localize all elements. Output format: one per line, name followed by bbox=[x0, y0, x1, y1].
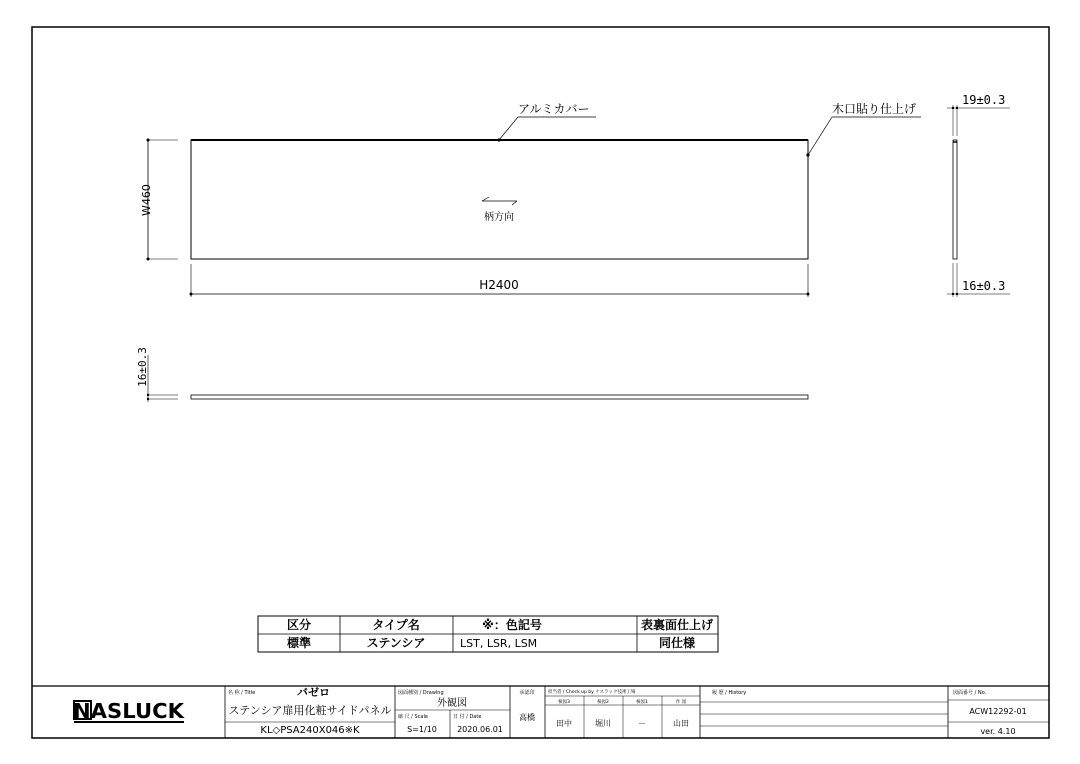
grain-direction-arrow bbox=[482, 197, 517, 205]
drawing-type: 外観図 bbox=[437, 698, 467, 709]
drawing-number: ACW12292-01 bbox=[969, 707, 1027, 716]
check-caption: 担当者 / Check up by ナスラック技術工場 bbox=[548, 690, 636, 695]
edge-finish-label: 木口貼り仕上げ bbox=[832, 102, 917, 116]
side-bottom-label: 16±0.3 bbox=[962, 279, 1006, 293]
checker-1-name: － bbox=[638, 719, 646, 728]
spec-cell-finish: 同仕様 bbox=[658, 636, 696, 650]
spec-cell-type: ステンシア bbox=[366, 636, 426, 650]
aluminium-cover-label: アルミカバー bbox=[518, 102, 590, 116]
approver-name: 高橋 bbox=[519, 713, 535, 722]
title-name: バゼロ bbox=[297, 686, 330, 699]
spec-header-category: 区分 bbox=[286, 618, 312, 632]
history-caption: 履 歴 / History bbox=[712, 690, 747, 696]
check-header-3: 検図3 bbox=[558, 700, 570, 705]
panel-front-view bbox=[191, 140, 808, 259]
drawing-version: ver. 4.10 bbox=[980, 727, 1016, 736]
title-caption: 名 称 / Title bbox=[228, 690, 256, 696]
drawing-type-caption: 図面種別 / Drawing bbox=[398, 690, 444, 696]
drawing-number-caption: 図面番号 / No. bbox=[953, 690, 987, 696]
scale-value: S=1/10 bbox=[407, 725, 437, 734]
company-logo bbox=[73, 699, 186, 723]
title-block bbox=[32, 686, 1049, 738]
aluminium-cover-leader bbox=[497, 117, 596, 142]
date-value: 2020.06.01 bbox=[457, 725, 503, 734]
thickness-label: 16±0.3 bbox=[136, 347, 149, 387]
check-header-2: 検図2 bbox=[597, 700, 609, 705]
check-header-drafter: 作 図 bbox=[675, 700, 687, 705]
part-code: KL◇PSA240X046※K bbox=[260, 725, 360, 736]
approval-caption: 承認印 bbox=[519, 690, 535, 696]
scale-caption: 縮 尺 / Scale bbox=[398, 714, 428, 720]
side-top-label: 19±0.3 bbox=[962, 93, 1006, 107]
edge-finish-leader bbox=[806, 117, 921, 157]
check-header-1: 検図1 bbox=[636, 700, 648, 705]
date-caption: 日 付 / Date bbox=[453, 714, 482, 720]
logo-text: NASLUCK bbox=[73, 699, 186, 723]
checker-3-name: 田中 bbox=[556, 719, 572, 728]
thickness-dimension bbox=[147, 355, 178, 402]
spec-header-color: ※：色記号 bbox=[482, 618, 542, 632]
checker-2-name: 堀川 bbox=[595, 719, 611, 728]
panel-edge-view bbox=[191, 395, 808, 399]
grain-direction-label: 柄方向 bbox=[484, 212, 514, 223]
drafter-name: 山田 bbox=[673, 719, 689, 728]
spec-cell-category: 標準 bbox=[286, 636, 312, 650]
spec-header-type: タイプ名 bbox=[372, 618, 420, 632]
panel-side-view bbox=[953, 140, 957, 259]
width-label: W460 bbox=[140, 184, 153, 216]
height-label: H2400 bbox=[479, 278, 519, 292]
side-top-dimension bbox=[947, 105, 1010, 136]
spec-cell-color: LST, LSR, LSM bbox=[460, 637, 538, 650]
spec-header-finish: 表裏面仕上げ bbox=[640, 618, 714, 632]
title-subtitle: ステンシア扉用化粧サイドパネル bbox=[228, 704, 392, 717]
